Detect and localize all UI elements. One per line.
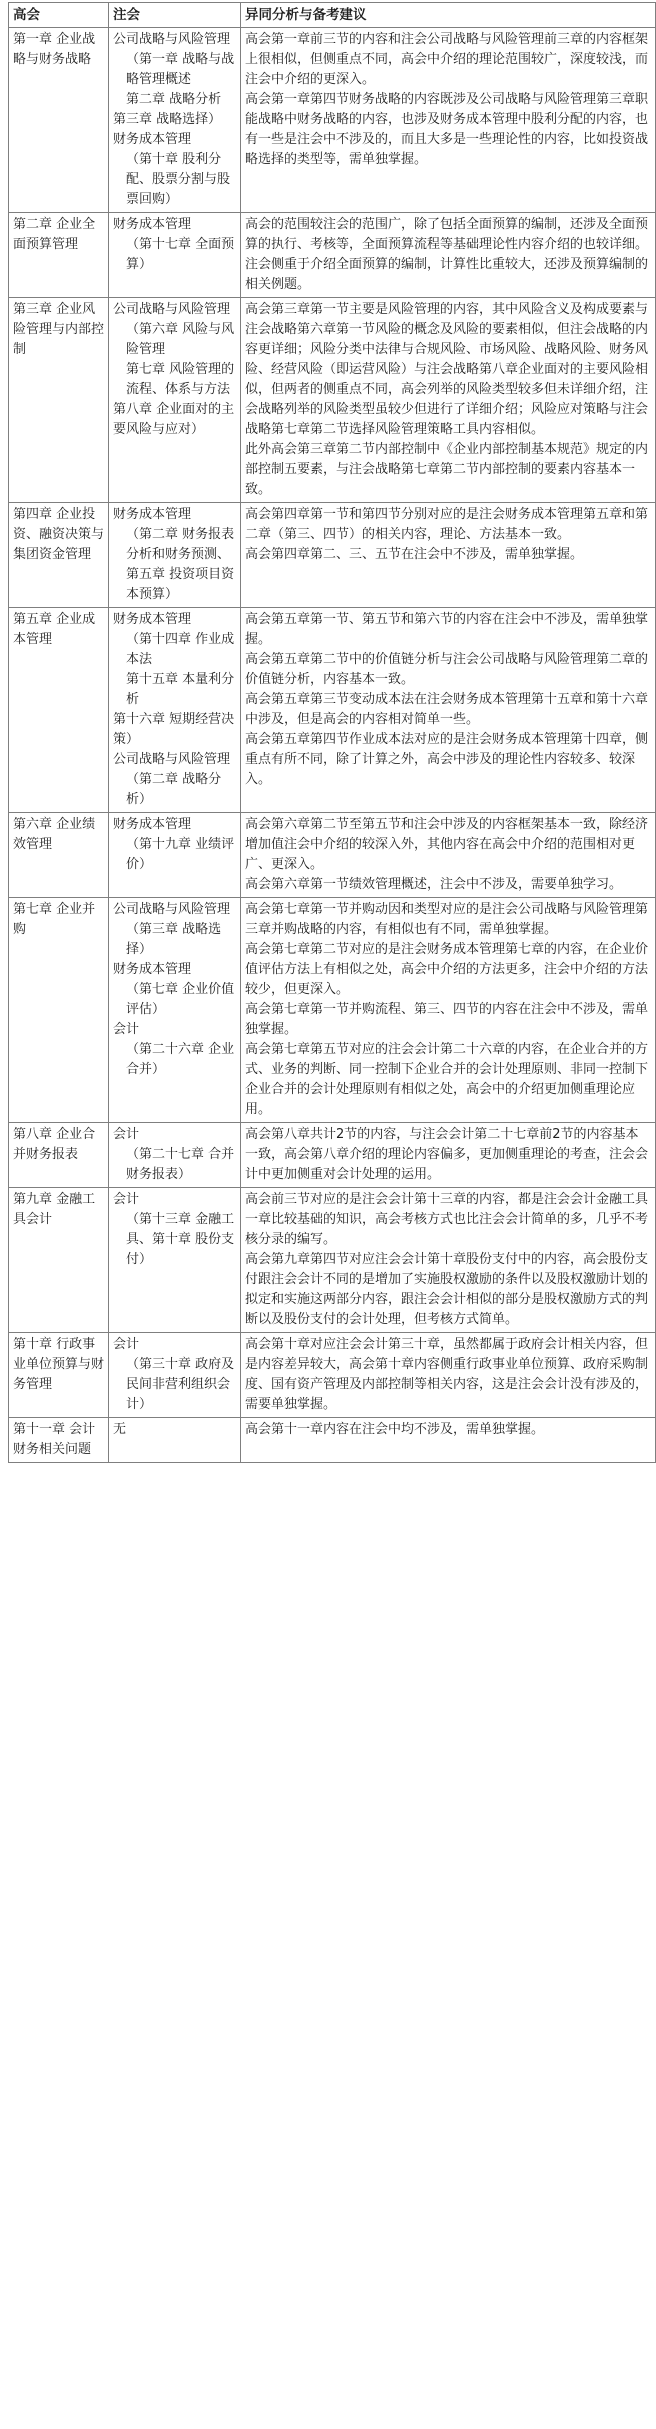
table-row — [9, 813, 656, 898]
table-body — [9, 28, 656, 1463]
cell-zhuhui-chapters — [109, 28, 241, 213]
analysis-paragraph: 高会第六章第一节绩效管理概述，注会中不涉及，需要单独学习。 — [245, 877, 623, 892]
cell-analysis — [241, 28, 656, 213]
cell-gaohui-chapter: 第十一章 会计财务相关问题 — [9, 1418, 109, 1463]
cell-zhuhui-chapters — [109, 1418, 241, 1463]
zhuhui-line: （第二十七章 合并财务报表） — [126, 1147, 235, 1182]
header-zhuhui: 注会 — [109, 3, 241, 28]
table-row — [9, 213, 656, 298]
zhuhui-line: （第二章 战略分析） — [126, 772, 222, 807]
zhuhui-line: （第十章 股利分配、股票分割与股票回购） — [126, 152, 231, 207]
analysis-paragraph: 此外高会第三章第二节内部控制中《企业内部控制基本规范》规定的内部控制五要素，与注会战略第七章第二节内部控制的要素内容基本一致。 — [245, 442, 649, 497]
zhuhui-line: 财务成本管理 — [113, 612, 192, 627]
zhuhui-line: 无 — [113, 1422, 127, 1437]
cell-gaohui-chapter: 第二章 企业全面预算管理 — [9, 213, 109, 298]
cell-gaohui-chapter: 第七章 企业并购 — [9, 898, 109, 1123]
analysis-paragraph: 高会的范围较注会的范围广，除了包括全面预算的编制，还涉及全面预算的执行、考核等，全面预算流程等基础理论性内容介绍的也较详细。 — [245, 217, 649, 252]
zhuhui-line: 公司战略与风险管理 — [113, 302, 231, 317]
table-row — [9, 1123, 656, 1188]
table-header-row — [9, 3, 656, 28]
zhuhui-line: 公司战略与风险管理 — [113, 32, 231, 47]
analysis-paragraph: 高会第五章第二节中的价值链分析与注会公司战略与风险管理第二章的价值链分析，内容基本一致。 — [245, 652, 649, 687]
zhuhui-line: 会计 — [113, 1022, 140, 1037]
table-row — [9, 1188, 656, 1333]
zhuhui-line: （第三十章 政府及民间非营利组织会计） — [126, 1357, 235, 1412]
header-analysis: 异同分析与备考建议 — [241, 3, 656, 28]
zhuhui-line: 第十六章 短期经营决策） — [113, 712, 235, 747]
table-row — [9, 28, 656, 213]
analysis-paragraph: 高会第四章第二、三、五节在注会中不涉及，需单独掌握。 — [245, 547, 584, 562]
cell-gaohui-chapter: 第四章 企业投资、融资决策与集团资金管理 — [9, 503, 109, 608]
zhuhui-line: 第十五章 本量利分析 — [126, 672, 235, 707]
analysis-paragraph: 高会第七章第一节并购流程、第三、四节的内容在注会中不涉及，需单独掌握。 — [245, 1002, 649, 1037]
header-gaohui: 高会 — [9, 3, 109, 28]
analysis-paragraph: 高会第五章第一节、第五节和第六节的内容在注会中不涉及，需单独掌握。 — [245, 612, 649, 647]
analysis-paragraph: 高会第七章第一节并购动因和类型对应的是注会公司战略与风险管理第三章并购战略的内容，有相似也有不同，需单独掌握。 — [245, 902, 649, 937]
analysis-paragraph: 高会第三章第一节主要是风险管理的内容，其中风险含义及构成要素与注会战略第六章第一节风险的概念及风险的要素相似，但注会战略的内容更详细；风险分类中法律与合规风险、市场风险、战略风险、财务风险、经营风险（即运营风险）与注会战略第八章企业面对的主要风险相似，但两者的侧重点不同，高会列举的风险类型较多但未详细介绍，注会战略列举的风险类型虽较少但进行了详细介绍；风险应对策略与注会战略第七章第二节选择风险管理策略工具内容相似。 — [245, 302, 649, 437]
cell-zhuhui-chapters — [109, 503, 241, 608]
zhuhui-line: （第一章 战略与战略管理概述 — [126, 52, 235, 87]
analysis-paragraph: 高会第十章对应注会会计第三十章，虽然都属于政府会计相关内容，但是内容差异较大，高会第十章内容侧重行政事业单位预算、政府采购制度、国有资产管理及内部控制等相关内容，这是注会会计没有涉及的，需要单独掌握。 — [245, 1337, 649, 1412]
zhuhui-line: 公司战略与风险管理 — [113, 902, 231, 917]
analysis-paragraph: 高会前三节对应的是注会会计第十三章的内容，都是注会会计金融工具一章比较基础的知识，高会考核方式也比注会会计简单的多，几乎不考核分录的编写。 — [245, 1192, 649, 1247]
zhuhui-line: （第十三章 金融工具、第十章 股份支付） — [126, 1212, 235, 1267]
analysis-paragraph: 注会侧重于介绍全面预算的编制，计算性比重较大，还涉及预算编制的相关例题。 — [245, 257, 649, 292]
cell-zhuhui-chapters — [109, 608, 241, 813]
cell-gaohui-chapter: 第十章 行政事业单位预算与财务管理 — [9, 1333, 109, 1418]
analysis-paragraph: 高会第八章共计2节的内容，与注会会计第二十七章前2节的内容基本一致，高会第八章介绍的理论内容偏多，更加侧重理论的考查，注会会计中更加侧重对会计处理的运用。 — [245, 1127, 649, 1182]
analysis-paragraph: 高会第五章第三节变动成本法在注会财务成本管理第十五章和第十六章中涉及，但是高会的内容相对简单一些。 — [245, 692, 649, 727]
table-row — [9, 898, 656, 1123]
zhuhui-line: （第七章 企业价值评估） — [126, 982, 235, 1017]
zhuhui-line: （第十九章 业绩评价） — [126, 837, 235, 872]
zhuhui-line: （第十四章 作业成本法 — [126, 632, 235, 667]
cell-zhuhui-chapters — [109, 898, 241, 1123]
zhuhui-line: 第三章 战略选择） — [113, 112, 222, 127]
cell-analysis — [241, 1333, 656, 1418]
analysis-paragraph: 高会第一章前三节的内容和注会公司战略与风险管理前三章的内容框架上很相似，但侧重点不同，高会中介绍的理论范围较广，深度较浅，而注会中介绍的更深入。 — [245, 32, 649, 87]
zhuhui-line: （第六章 风险与风险管理 — [126, 322, 235, 357]
cell-analysis — [241, 298, 656, 503]
cell-analysis — [241, 608, 656, 813]
cell-gaohui-chapter: 第九章 金融工具会计 — [9, 1188, 109, 1333]
table-row — [9, 1333, 656, 1418]
cell-analysis — [241, 1188, 656, 1333]
zhuhui-line: 公司战略与风险管理 — [113, 752, 231, 767]
zhuhui-line: （第二十六章 企业合并） — [126, 1042, 235, 1077]
cell-zhuhui-chapters — [109, 298, 241, 503]
analysis-paragraph: 高会第六章第二节至第五节和注会中涉及的内容框架基本一致，除经济增加值注会中介绍的较深入外，其他内容在高会中介绍的范围相对更广、更深入。 — [245, 817, 649, 872]
cell-gaohui-chapter: 第五章 企业成本管理 — [9, 608, 109, 813]
cell-analysis — [241, 898, 656, 1123]
table-row — [9, 608, 656, 813]
cell-gaohui-chapter: 第三章 企业风险管理与内部控制 — [9, 298, 109, 503]
cell-zhuhui-chapters — [109, 1123, 241, 1188]
cell-zhuhui-chapters — [109, 1188, 241, 1333]
zhuhui-line: 会计 — [113, 1337, 140, 1352]
analysis-paragraph: 高会第九章第四节对应注会会计第十章股份支付中的内容，高会股份支付跟注会会计不同的是增加了实施股权激励的条件以及股权激励计划的拟定和实施这两部分内容，跟注会会计相似的部分是股权激励方式的判断以及股份支付的会计处理，但考核方式简单。 — [245, 1252, 649, 1327]
zhuhui-line: 第八章 企业面对的主要风险与应对） — [113, 402, 235, 437]
cell-gaohui-chapter: 第一章 企业战略与财务战略 — [9, 28, 109, 213]
analysis-paragraph: 高会第四章第一节和第四节分别对应的是注会财务成本管理第五章和第二章（第三、四节）的相关内容，理论、方法基本一致。 — [245, 507, 649, 542]
zhuhui-line: （第三章 战略选择） — [126, 922, 222, 957]
cell-analysis — [241, 213, 656, 298]
cell-analysis — [241, 1418, 656, 1463]
zhuhui-line: （第二章 财务报表分析和财务预测、第五章 投资项目资本预算） — [126, 527, 235, 602]
analysis-paragraph: 高会第七章第五节对应的注会会计第二十六章的内容，在企业合并的方式、业务的判断、同一控制下企业合并的会计处理原则、非同一控制下企业合并的会计处理原则有相似之处，高会中的介绍更加侧重理论应用。 — [245, 1042, 649, 1117]
zhuhui-line: 会计 — [113, 1192, 140, 1207]
zhuhui-line: 会计 — [113, 1127, 140, 1142]
table-row — [9, 1418, 656, 1463]
zhuhui-line: 财务成本管理 — [113, 132, 192, 147]
analysis-paragraph: 高会第七章第二节对应的是注会财务成本管理第七章的内容，在企业价值评估方法上有相似之处，高会中介绍的方法更多，注会中介绍的方法较少，但更深入。 — [245, 942, 649, 997]
cell-zhuhui-chapters — [109, 813, 241, 898]
zhuhui-line: 财务成本管理 — [113, 507, 192, 522]
cell-zhuhui-chapters — [109, 1333, 241, 1418]
cell-analysis — [241, 503, 656, 608]
zhuhui-line: 财务成本管理 — [113, 217, 192, 232]
analysis-paragraph: 高会第一章第四节财务战略的内容既涉及公司战略与风险管理第三章职能战略中财务战略的内容，也涉及财务成本管理中股利分配的内容，也有一些是注会中不涉及的，而且大多是一些理论性的内容，比如投资战略选择的类型等，需单独掌握。 — [245, 92, 649, 167]
table-row — [9, 298, 656, 503]
zhuhui-line: 第二章 战略分析 — [126, 92, 222, 107]
cell-analysis — [241, 1123, 656, 1188]
table-row — [9, 503, 656, 608]
zhuhui-line: （第十七章 全面预算） — [126, 237, 235, 272]
cell-gaohui-chapter: 第六章 企业绩效管理 — [9, 813, 109, 898]
cell-zhuhui-chapters — [109, 213, 241, 298]
cell-gaohui-chapter: 第八章 企业合并财务报表 — [9, 1123, 109, 1188]
cell-analysis — [241, 813, 656, 898]
comparison-table — [8, 2, 656, 1463]
analysis-paragraph: 高会第十一章内容在注会中均不涉及，需单独掌握。 — [245, 1422, 545, 1437]
zhuhui-line: 财务成本管理 — [113, 962, 192, 977]
zhuhui-line: 第七章 风险管理的流程、体系与方法 — [126, 362, 235, 397]
zhuhui-line: 财务成本管理 — [113, 817, 192, 832]
analysis-paragraph: 高会第五章第四节作业成本法对应的是注会财务成本管理第十四章，侧重点有所不同，除了计算之外，高会中涉及的理论性内容较多、较深入。 — [245, 732, 649, 787]
